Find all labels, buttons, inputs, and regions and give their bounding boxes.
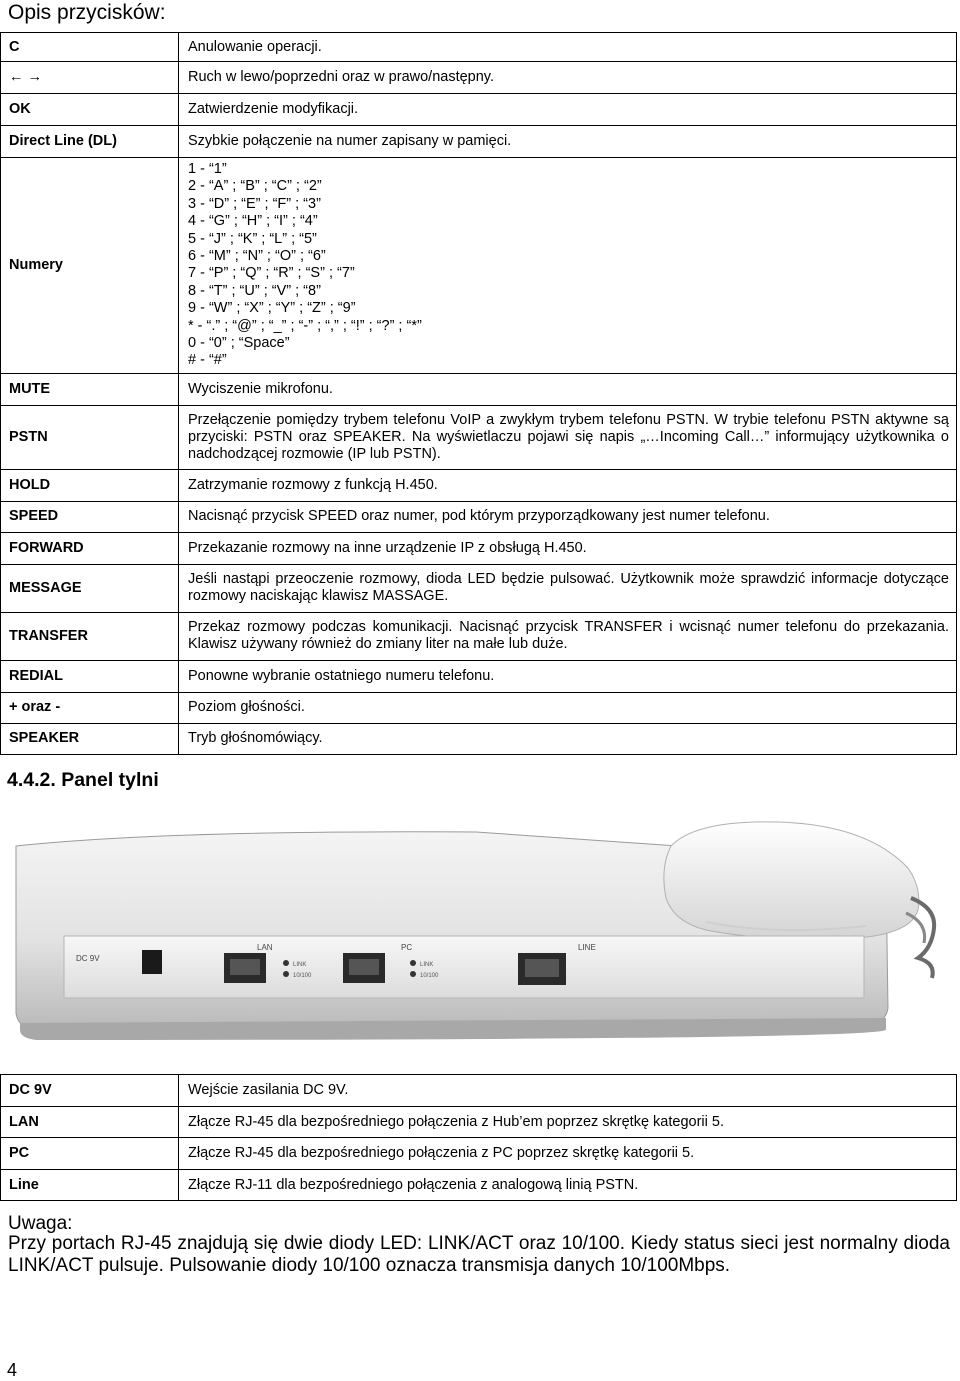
button-description: Poziom głośności. [179, 692, 957, 723]
button-name: TRANSFER [1, 612, 179, 660]
button-description: Nacisnąć przycisk SPEED oraz numer, pod którym przyporządkowany jest numer telefonu. [179, 501, 957, 532]
table-row [1, 612, 957, 660]
button-description: Jeśli nastąpi przeoczenie rozmowy, dioda LED będzie pulsować. Użytkownik może sprawdzić informacje dotyczące rozmowy naciskając klawisz MASSAGE. [179, 564, 957, 612]
button-name: MESSAGE [1, 564, 179, 612]
port-description: Wejście zasilania DC 9V. [179, 1075, 957, 1107]
button-name: Direct Line (DL) [1, 126, 179, 158]
port-name: PC [1, 1138, 179, 1170]
keypad-line: 2 - “A” ; “B” ; “C” ; “2” [188, 178, 322, 195]
table-row [1, 126, 957, 158]
note-text: Przy portach RJ-45 znajdują się dwie diody LED: LINK/ACT oraz 10/100. Kiedy status sieci jest normalny dioda LINK/ACT pulsuje. Pulsowanie diody 10/100 oznacza transmisja danych 10/100Mbps. [8, 1233, 950, 1276]
lan-port-label: LAN [257, 943, 273, 952]
line-port-label: LINE [578, 943, 596, 952]
button-description: Przełączenie pomiędzy trybem telefonu VoIP a zwykłym trybem telefonu PSTN. W trybie telefonu PSTN aktywne są przyciski: PSTN oraz SPEAKER. Na wyświetlaczu pojawi się napis „…Incoming Call…” informujący użytkownika o nadchodzącej rozmowie (IP lub PSTN). [179, 405, 957, 469]
button-name: REDIAL [1, 660, 179, 692]
table-row [1, 1169, 957, 1201]
keypad-line: 0 - “0” ; “Space” [188, 335, 290, 352]
port-name: Line [1, 1169, 179, 1201]
keypad-line: # - “#” [188, 352, 227, 369]
button-name: HOLD [1, 469, 179, 501]
table-row [1, 405, 957, 469]
button-description: Przekaz rozmowy podczas komunikacji. Nacisnąć przycisk TRANSFER i wcisnąć numer telefonu do przekazania. Klawisz używany również do zmiany liter na małe lub duże. [179, 612, 957, 660]
table-row [1, 33, 957, 62]
port-name: DC 9V [1, 1075, 179, 1107]
table-row [1, 373, 957, 405]
button-name: PSTN [1, 405, 179, 469]
keypad-line: 5 - “J” ; “K” ; “L” ; “5” [188, 230, 317, 247]
table-row [1, 469, 957, 501]
keypad-line: * - “.” ; “@” ; “_” ; “-” ; “,” ; “!” ; “?” ; “*” [188, 317, 422, 334]
led-label: LINK [293, 962, 307, 968]
button-name: SPEED [1, 501, 179, 532]
button-name: FORWARD [1, 532, 179, 564]
button-name: OK [1, 94, 179, 126]
port-description: Złącze RJ-45 dla bezpośredniego połączenia z PC poprzez skrętkę kategorii 5. [179, 1138, 957, 1170]
button-description: Ponowne wybranie ostatniego numeru telefonu. [179, 660, 957, 692]
button-name: C [1, 33, 179, 62]
keypad-line: 7 - “P” ; “Q” ; “R” ; “S” ; “7” [188, 265, 355, 282]
port-description: Złącze RJ-45 dla bezpośredniego połączenia z Hub’em poprzez skrętkę kategorii 5. [179, 1106, 957, 1138]
keypad-line: 1 - “1” [188, 161, 227, 177]
button-description: Szybkie połączenie na numer zapisany w pamięci. [179, 126, 957, 158]
pc-port-label: PC [401, 943, 413, 952]
button-name: Numery [1, 158, 179, 374]
pc-link-led [410, 960, 416, 966]
keypad-line: 6 - “M” ; “N” ; “O” ; “6” [188, 248, 326, 265]
table-row [1, 158, 957, 374]
button-name: SPEAKER [1, 723, 179, 754]
button-description: Tryb głośnomówiący. [179, 723, 957, 754]
table-row [1, 692, 957, 723]
pc-speed-led [410, 971, 416, 977]
table-row [1, 723, 957, 754]
button-name: MUTE [1, 373, 179, 405]
port-name: LAN [1, 1106, 179, 1138]
led-label: 10/100 [293, 973, 312, 979]
lan-speed-led [283, 971, 289, 977]
led-label: 10/100 [420, 973, 439, 979]
table-row [1, 564, 957, 612]
port-description: Złącze RJ-11 dla bezpośredniego połączenia z analogową linią PSTN. [179, 1169, 957, 1201]
section-heading-buttons: Opis przycisków: [8, 1, 166, 24]
button-description: Wyciszenie mikrofonu. [179, 373, 957, 405]
table-row [1, 94, 957, 126]
button-description: Zatwierdzenie modyfikacji. [179, 94, 957, 126]
keypad-line: 9 - “W” ; “X” ; “Y” ; “Z” ; “9” [188, 300, 356, 317]
button-name: ← → [1, 62, 179, 94]
table-row [1, 1075, 957, 1107]
dc-power-socket [142, 950, 162, 974]
button-description: Zatrzymanie rozmowy z funkcją H.450. [179, 469, 957, 501]
lan-link-led [283, 960, 289, 966]
section-heading-rear-panel: 4.4.2. Panel tylni [7, 769, 159, 791]
keypad-mapping [179, 158, 957, 374]
led-label: LINK [420, 962, 434, 968]
button-description: Anulowanie operacji. [179, 33, 957, 62]
buttons-table [0, 32, 957, 755]
table-row [1, 1106, 957, 1138]
page-number: 4 [7, 1360, 18, 1380]
keypad-line: 8 - “T” ; “U” ; “V” ; “8” [188, 282, 321, 299]
table-row [1, 532, 957, 564]
keypad-line: 3 - “D” ; “E” ; “F” ; “3” [188, 195, 321, 212]
ports-table [0, 1074, 957, 1201]
table-row [1, 660, 957, 692]
button-description: Przekazanie rozmowy na inne urządzenie IP z obsługą H.450. [179, 532, 957, 564]
rear-panel-photo [6, 818, 952, 1058]
table-row [1, 1138, 957, 1170]
note-title: Uwaga: [8, 1213, 73, 1234]
button-name: + oraz - [1, 692, 179, 723]
table-row [1, 501, 957, 532]
button-description: Ruch w lewo/poprzedni oraz w prawo/następny. [179, 62, 957, 94]
table-row [1, 62, 957, 94]
dc-port-label: DC 9V [76, 954, 100, 963]
keypad-line: 4 - “G” ; “H” ; “I” ; “4” [188, 213, 318, 230]
